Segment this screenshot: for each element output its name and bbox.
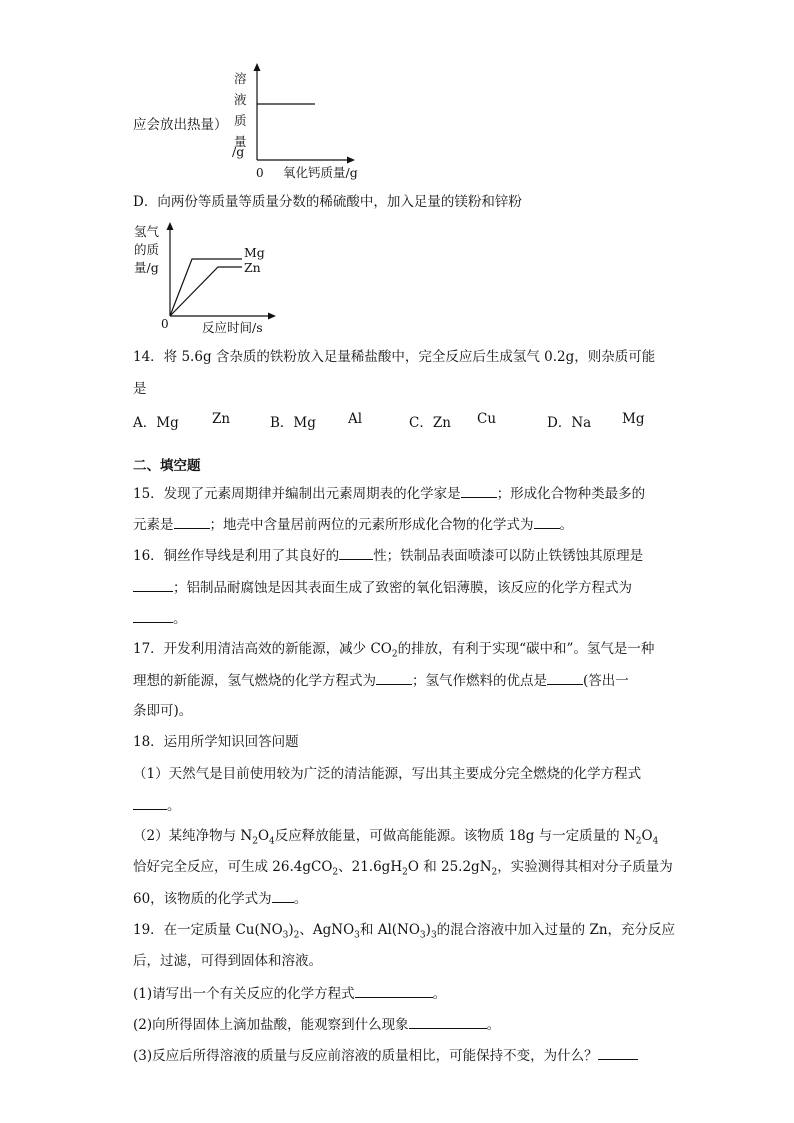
q19-line2: 后，过滤，可得到固体和溶液。 xyxy=(133,953,322,969)
graph-d-series-mg: Mg xyxy=(244,245,265,260)
q18-blank-1[interactable] xyxy=(133,796,167,810)
q18-sub-5: 2 xyxy=(332,867,339,878)
q18-text-p3d: ，实验测得其相对分子质量为 xyxy=(497,859,673,875)
q15-text-4: ；地壳中含量居前两位的元素所形成化合物的化学式为 xyxy=(209,517,534,533)
q19-sub-5: 3 xyxy=(430,930,437,941)
q18-sub-3: 2 xyxy=(635,836,642,847)
q19-part2 xyxy=(133,1015,500,1034)
q17-line1 xyxy=(133,640,654,664)
q17-text-1: 17．开发利用清洁高效的新能源，减少 CO xyxy=(133,641,392,657)
q19-sub-1: 3 xyxy=(282,930,289,941)
q19-text-6: 的混合溶液中加入过量的 Zn，充分反应 xyxy=(436,922,676,938)
q14-option-c-second: Cu xyxy=(477,411,497,427)
graph-c-xlabel: 氧化钙质量/g xyxy=(283,165,358,180)
graph-c-origin: 0 xyxy=(256,166,264,180)
q17-text-5: (答出一 xyxy=(583,673,629,689)
q19-text-1: 19．在一定质量 Cu(NO xyxy=(133,922,283,938)
graph-d xyxy=(130,218,290,338)
q14-option-c-label: C．Zn xyxy=(409,415,451,431)
q18-title: 18．运用所学知识回答问题 xyxy=(133,734,299,750)
q19-text-p3a: (3)反应后所得溶液的质量与反应前溶液的质量相比，可能保持不变，为什么？ xyxy=(133,1048,598,1064)
q15-blank-1[interactable] xyxy=(461,484,497,498)
q17-text-4: ；氢气作燃料的优点是 xyxy=(412,673,547,689)
graph-d-y-arrow xyxy=(167,222,174,230)
q18-part2-line2 xyxy=(133,858,673,882)
q17-blank-2[interactable] xyxy=(547,671,583,685)
q19-text-2: ) xyxy=(288,922,294,938)
q18-blank-2[interactable] xyxy=(272,889,294,903)
q15-line1 xyxy=(133,484,645,503)
q19-part3 xyxy=(133,1046,638,1065)
q15-blank-2[interactable] xyxy=(174,515,210,529)
q17-text-2: 的排放，有利于实现“碳中和”。氢气是一种 xyxy=(397,641,655,657)
q18-text-p2a: （2）某纯净物与 N xyxy=(133,828,253,844)
q18-text-p2mid: O xyxy=(257,828,270,844)
q18-sub-6: 2 xyxy=(402,867,408,878)
q19-sub-4: 3 xyxy=(419,930,426,941)
option-d: D．向两份等质量等质量分数的稀硫酸中，加入足量的镁粉和锌粉 xyxy=(133,194,522,210)
q14-option-d-second: Mg xyxy=(622,411,645,427)
q14-line2: 是 xyxy=(133,381,147,397)
graph-c-x-arrow xyxy=(347,157,355,164)
q19-blank-2[interactable] xyxy=(409,1015,487,1029)
q18-part2-line1 xyxy=(133,827,658,851)
q16-text-3: ；铝制品耐腐蚀是因其表面生成了致密的氧化铝薄膜，该反应的化学方程式为 xyxy=(173,580,632,596)
q16-text-2: 性；铁制品表面喷漆可以防止铁锈蚀其原理是 xyxy=(373,548,644,564)
q19-text-5: ) xyxy=(425,922,431,938)
q16-blank-3[interactable] xyxy=(133,609,173,623)
q14-line1: 14．将 5.6g 含杂质的铁粉放入足量稀盐酸中，完全反应后生成氢气 0.2g，则杂质可能 xyxy=(133,349,656,365)
q14-option-d-label: D．Na xyxy=(547,415,592,431)
q18-sub-2: 4 xyxy=(269,836,275,847)
q18-part1-line2 xyxy=(133,796,181,815)
q18-text-p1b: 。 xyxy=(167,798,181,814)
q14-option-a-label: A．Mg xyxy=(133,415,179,431)
q19-part1 xyxy=(133,984,446,1003)
graph-d-ylabel-1: 的质 xyxy=(134,242,160,257)
q15-text-2: ；形成化合物种类最多的 xyxy=(496,486,646,502)
q15-blank-3[interactable] xyxy=(534,515,560,529)
q15-text-3: 元素是 xyxy=(133,517,174,533)
q18-part1-line1: （1）天然气是目前使用较为广泛的清洁能源，写出其主要成分完全燃烧的化学方程式 xyxy=(133,766,642,782)
graph-c-ylabel-4: /g xyxy=(232,144,245,159)
graph-d-xlabel: 反应时间/s xyxy=(202,320,263,335)
q16-line2 xyxy=(133,578,632,597)
q17-blank-1[interactable] xyxy=(376,671,412,685)
q19-text-p2b: 。 xyxy=(486,1017,501,1033)
graph-c xyxy=(225,60,375,180)
graph-d-zn-line xyxy=(170,267,242,316)
q15-line2 xyxy=(133,515,573,534)
q18-sub-4: 4 xyxy=(652,836,659,847)
q17-line3: 条即可)。 xyxy=(133,703,193,719)
q18-text-p3a: 恰好完全反应，可生成 26.4gCO xyxy=(133,859,333,875)
graph-d-ylabel-2: 量/g xyxy=(134,260,159,275)
q16-line3 xyxy=(133,609,187,628)
q17-sub-1: 2 xyxy=(391,649,398,660)
graph-c-ylabel-2: 质 xyxy=(234,113,247,128)
q16-blank-1[interactable] xyxy=(339,546,373,560)
q18-text-p4b: 。 xyxy=(293,891,308,907)
q18-sub-7: 2 xyxy=(491,867,498,878)
q19-blank-1[interactable] xyxy=(355,984,433,998)
graph-c-ylabel-3: 量 xyxy=(234,134,247,149)
q19-sub-3: 3 xyxy=(354,930,360,941)
q19-text-p2a: (2)向所得固体上滴加盐酸，能观察到什么现象 xyxy=(133,1017,409,1033)
q18-text-p2mid2: O xyxy=(641,828,653,844)
q18-text-p4a: 60，该物质的化学式为 xyxy=(133,891,272,907)
q14-option-b-label: B．Mg xyxy=(270,415,316,431)
q18-text-p3c: O 和 25.2gN xyxy=(407,859,492,875)
q19-text-p1a: (1)请写出一个有关反应的化学方程式 xyxy=(133,986,355,1002)
graph-d-x-arrow xyxy=(268,313,276,320)
graph-c-ylabel-0: 溶 xyxy=(234,71,247,86)
q19-text-4: 和 Al(NO xyxy=(359,922,420,938)
graph-d-series-zn: Zn xyxy=(244,260,261,275)
q16-line1 xyxy=(133,546,643,565)
graph-c-ylabel-1: 液 xyxy=(234,92,247,107)
q18-text-p3b: 、21.6gH xyxy=(338,859,403,875)
graph-d-origin: 0 xyxy=(161,317,169,331)
q19-line1 xyxy=(133,921,675,945)
q16-text-4: 。 xyxy=(173,611,187,627)
graph-c-y-arrow xyxy=(254,63,261,71)
q18-text-p2b: 反应释放能量，可做高能能源。该物质 18g 与一定质量的 N xyxy=(274,828,636,844)
q19-text-p1b: 。 xyxy=(432,986,447,1002)
q17-line2 xyxy=(133,671,629,690)
q18-sub-1: 2 xyxy=(252,836,258,847)
section-heading: 二、填空题 xyxy=(133,458,201,474)
graph-d-ylabel-0: 氢气 xyxy=(134,224,160,239)
graph-c-prefix: 应会放出热量） xyxy=(133,117,228,133)
q15-text-1: 15．发现了元素周期律并编制出元素周期表的化学家是 xyxy=(133,486,461,502)
q16-text-1: 16．铜丝作导线是利用了其良好的 xyxy=(133,548,340,564)
q16-blank-2[interactable] xyxy=(133,578,173,592)
q17-text-3: 理想的新能源，氢气燃烧的化学方程式为 xyxy=(133,673,376,689)
q19-blank-3[interactable] xyxy=(598,1046,638,1060)
q19-sub-2: 2 xyxy=(293,930,300,941)
q18-part2-line3 xyxy=(133,889,307,908)
q15-text-5: 。 xyxy=(559,517,573,533)
q14-option-a-second: Zn xyxy=(212,411,231,427)
q19-text-3: 、AgNO xyxy=(299,922,355,938)
q14-option-b-second: Al xyxy=(348,411,363,427)
